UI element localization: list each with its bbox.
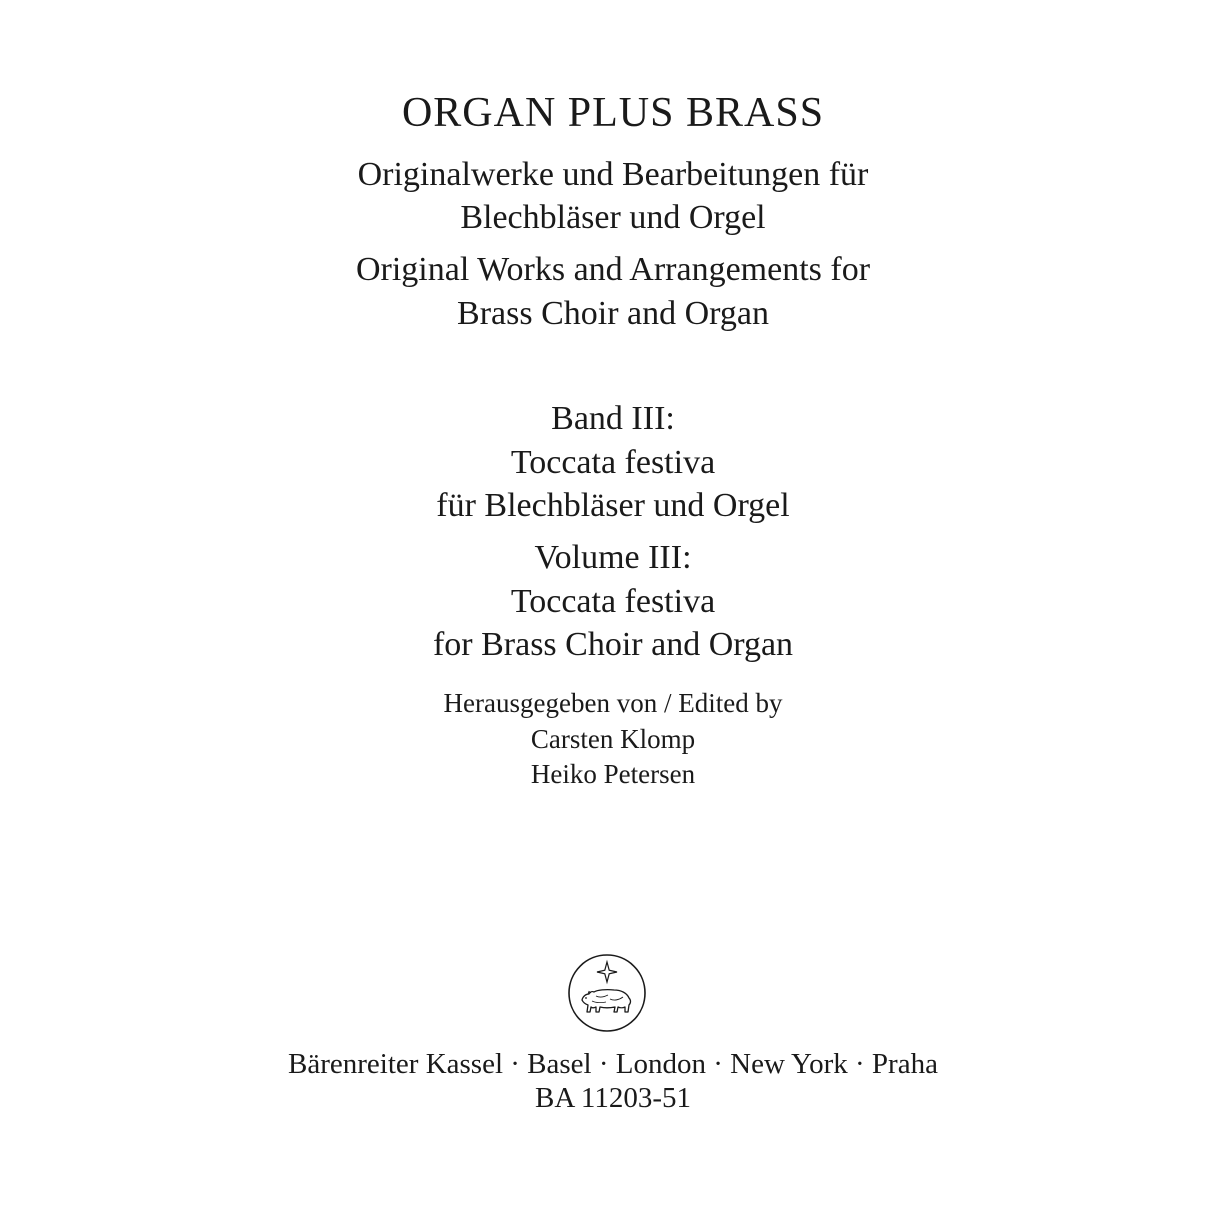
- volume-german-title: Toccata festiva: [510, 444, 716, 481]
- catalog-number: BA 11203-51: [534, 1082, 692, 1114]
- subtitle-english-line-2: Brass Choir and Organ: [457, 295, 769, 332]
- editor-name-1: Carsten Klomp: [530, 724, 696, 754]
- editors-label: Herausgegeben von / Edited by: [443, 688, 783, 718]
- volume-english-instrumentation: for Brass Choir and Organ: [432, 626, 794, 663]
- volume-german-label: Band III:: [551, 400, 675, 437]
- baerenreiter-bear-star-icon: [566, 952, 648, 1034]
- page-title: ORGAN PLUS BRASS: [401, 90, 825, 136]
- subtitle-german-line-2: Blechbläser und Orgel: [460, 199, 766, 236]
- volume-english-title: Toccata festiva: [510, 583, 716, 620]
- subtitle-german-line-1: Originalwerke und Bearbeitungen für: [357, 156, 869, 193]
- volume-english-label: Volume III:: [534, 539, 692, 576]
- volume-german-instrumentation: für Blechbläser und Orgel: [436, 487, 790, 524]
- subtitle-english-line-1: Original Works and Arrangements for: [355, 251, 871, 288]
- editor-name-2: Heiko Petersen: [530, 759, 696, 789]
- publisher-line: Bärenreiter Kassel · Basel · London · New York · Praha: [288, 1048, 938, 1080]
